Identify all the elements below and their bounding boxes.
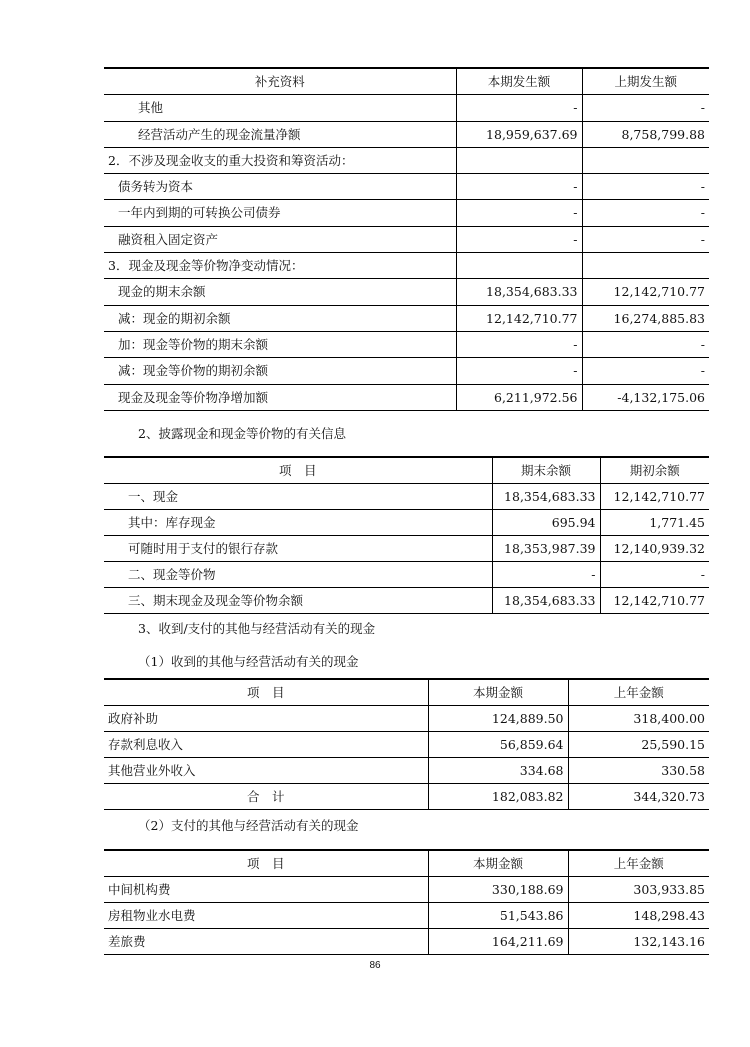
row-label: 可随时用于支付的银行存款 — [104, 536, 492, 562]
row-label: 房租物业水电费 — [104, 903, 428, 929]
table-row — [104, 200, 709, 226]
row-value-cur: 124,889.50 — [428, 706, 568, 732]
table-row — [104, 758, 709, 784]
table-row — [104, 706, 709, 732]
row-label: 加：现金等价物的期末余额 — [104, 331, 456, 357]
table4-header-previous: 上年金额 — [568, 850, 709, 877]
row-value-prev: 318,400.00 — [568, 706, 709, 732]
row-label: 3．现金及现金等价物净变动情况： — [104, 253, 456, 279]
row-value-begin: 12,142,710.77 — [600, 484, 709, 510]
row-label: 现金及现金等价物净增加额 — [104, 384, 456, 410]
row-label: 减：现金等价物的期初余额 — [104, 358, 456, 384]
table2-header-item: 项 目 — [104, 457, 492, 484]
row-value-cur — [456, 253, 582, 279]
cash-equivalents-table — [104, 456, 709, 614]
table-row — [104, 253, 709, 279]
table-row — [104, 877, 709, 903]
section-caption-cash-info: 2、披露现金和现金等价物的有关信息 — [138, 426, 346, 441]
table4-header-current: 本期金额 — [428, 850, 568, 877]
row-label: 2．不涉及现金收支的重大投资和筹资活动： — [104, 147, 456, 173]
row-label: 融资租入固定资产 — [104, 226, 456, 252]
table-row — [104, 279, 709, 305]
supplementary-cashflow-table — [104, 67, 709, 411]
row-value-begin: 1,771.45 — [600, 510, 709, 536]
table3-header-item: 项 目 — [104, 679, 428, 706]
section-caption-other-cash: 3、收到/支付的其他与经营活动有关的现金 — [138, 621, 376, 636]
row-value-prev: - — [582, 200, 709, 226]
table3-header-current: 本期金额 — [428, 679, 568, 706]
row-value-prev: -4,132,175.06 — [582, 384, 709, 410]
section-caption-paid: （2）支付的其他与经营活动有关的现金 — [138, 818, 359, 833]
table3-header-previous: 上年金额 — [568, 679, 709, 706]
row-value-end: 18,353,987.39 — [492, 536, 600, 562]
table2-header-end: 期末余额 — [492, 457, 600, 484]
row-value-cur: - — [456, 200, 582, 226]
row-label: 减：现金的期初余额 — [104, 305, 456, 331]
table1-header-item: 补充资料 — [104, 68, 456, 95]
table1-header-previous: 上期发生额 — [582, 68, 709, 95]
row-value-cur: 182,083.82 — [428, 784, 568, 810]
row-value-prev: 148,298.43 — [568, 903, 709, 929]
row-label: 一、现金 — [104, 484, 492, 510]
row-value-prev: 8,758,799.88 — [582, 121, 709, 147]
row-label: 一年内到期的可转换公司债券 — [104, 200, 456, 226]
row-value-prev: 132,143.16 — [568, 929, 709, 955]
row-label: 存款利息收入 — [104, 732, 428, 758]
row-value-cur: - — [456, 174, 582, 200]
page-number: 86 — [369, 960, 381, 971]
row-label: 现金的期末余额 — [104, 279, 456, 305]
row-value-cur: 12,142,710.77 — [456, 305, 582, 331]
row-value-end: 18,354,683.33 — [492, 588, 600, 614]
row-value-cur: 334.68 — [428, 758, 568, 784]
row-label: 政府补助 — [104, 706, 428, 732]
row-value-begin: 12,142,710.77 — [600, 588, 709, 614]
row-label: 经营活动产生的现金流量净额 — [104, 121, 456, 147]
table-row — [104, 95, 709, 121]
row-label: 债务转为资本 — [104, 174, 456, 200]
row-value-prev: - — [582, 331, 709, 357]
row-value-prev: 344,320.73 — [568, 784, 709, 810]
row-value-prev — [582, 147, 709, 173]
paid-other-cash-table — [104, 849, 709, 955]
row-value-prev: - — [582, 226, 709, 252]
row-value-cur: 51,543.86 — [428, 903, 568, 929]
table-row — [104, 358, 709, 384]
table-row — [104, 484, 709, 510]
row-value-cur: 56,859.64 — [428, 732, 568, 758]
row-value-end: 18,354,683.33 — [492, 484, 600, 510]
table-row — [104, 226, 709, 252]
row-label: 三、期末现金及现金等价物余额 — [104, 588, 492, 614]
row-value-cur: 18,959,637.69 — [456, 121, 582, 147]
row-value-end: 695.94 — [492, 510, 600, 536]
row-value-cur: - — [456, 358, 582, 384]
row-value-cur: 6,211,972.56 — [456, 384, 582, 410]
row-value-prev: 330.58 — [568, 758, 709, 784]
row-value-prev — [582, 253, 709, 279]
row-value-cur: 18,354,683.33 — [456, 279, 582, 305]
table-row — [104, 929, 709, 955]
table-row — [104, 562, 709, 588]
row-value-prev: - — [582, 174, 709, 200]
row-label: 其中：库存现金 — [104, 510, 492, 536]
row-value-prev: 16,274,885.83 — [582, 305, 709, 331]
table-row — [104, 903, 709, 929]
table-row — [104, 331, 709, 357]
row-value-end: - — [492, 562, 600, 588]
row-label: 差旅费 — [104, 929, 428, 955]
table2-header-begin: 期初余额 — [600, 457, 709, 484]
table-row — [104, 588, 709, 614]
row-value-cur: - — [456, 331, 582, 357]
table-row — [104, 147, 709, 173]
row-value-cur — [456, 147, 582, 173]
row-value-cur: 164,211.69 — [428, 929, 568, 955]
row-value-prev: - — [582, 95, 709, 121]
row-value-begin: 12,140,939.32 — [600, 536, 709, 562]
row-value-prev: - — [582, 358, 709, 384]
table1-header-current: 本期发生额 — [456, 68, 582, 95]
row-value-begin: - — [600, 562, 709, 588]
row-value-prev: 12,142,710.77 — [582, 279, 709, 305]
row-label: 合 计 — [104, 784, 428, 810]
row-value-cur: - — [456, 95, 582, 121]
table-row — [104, 305, 709, 331]
row-label: 其他营业外收入 — [104, 758, 428, 784]
row-label: 其他 — [104, 95, 456, 121]
table-row — [104, 121, 709, 147]
row-value-cur: 330,188.69 — [428, 877, 568, 903]
row-value-prev: 25,590.15 — [568, 732, 709, 758]
row-value-cur: - — [456, 226, 582, 252]
table4-header-item: 项 目 — [104, 850, 428, 877]
section-caption-received: （1）收到的其他与经营活动有关的现金 — [138, 654, 359, 669]
table-row — [104, 784, 709, 810]
row-label: 中间机构费 — [104, 877, 428, 903]
row-value-prev: 303,933.85 — [568, 877, 709, 903]
row-label: 二、现金等价物 — [104, 562, 492, 588]
table-row — [104, 384, 709, 410]
table-row — [104, 732, 709, 758]
table-row — [104, 174, 709, 200]
table-row — [104, 510, 709, 536]
table-row — [104, 536, 709, 562]
received-other-cash-table — [104, 678, 709, 810]
